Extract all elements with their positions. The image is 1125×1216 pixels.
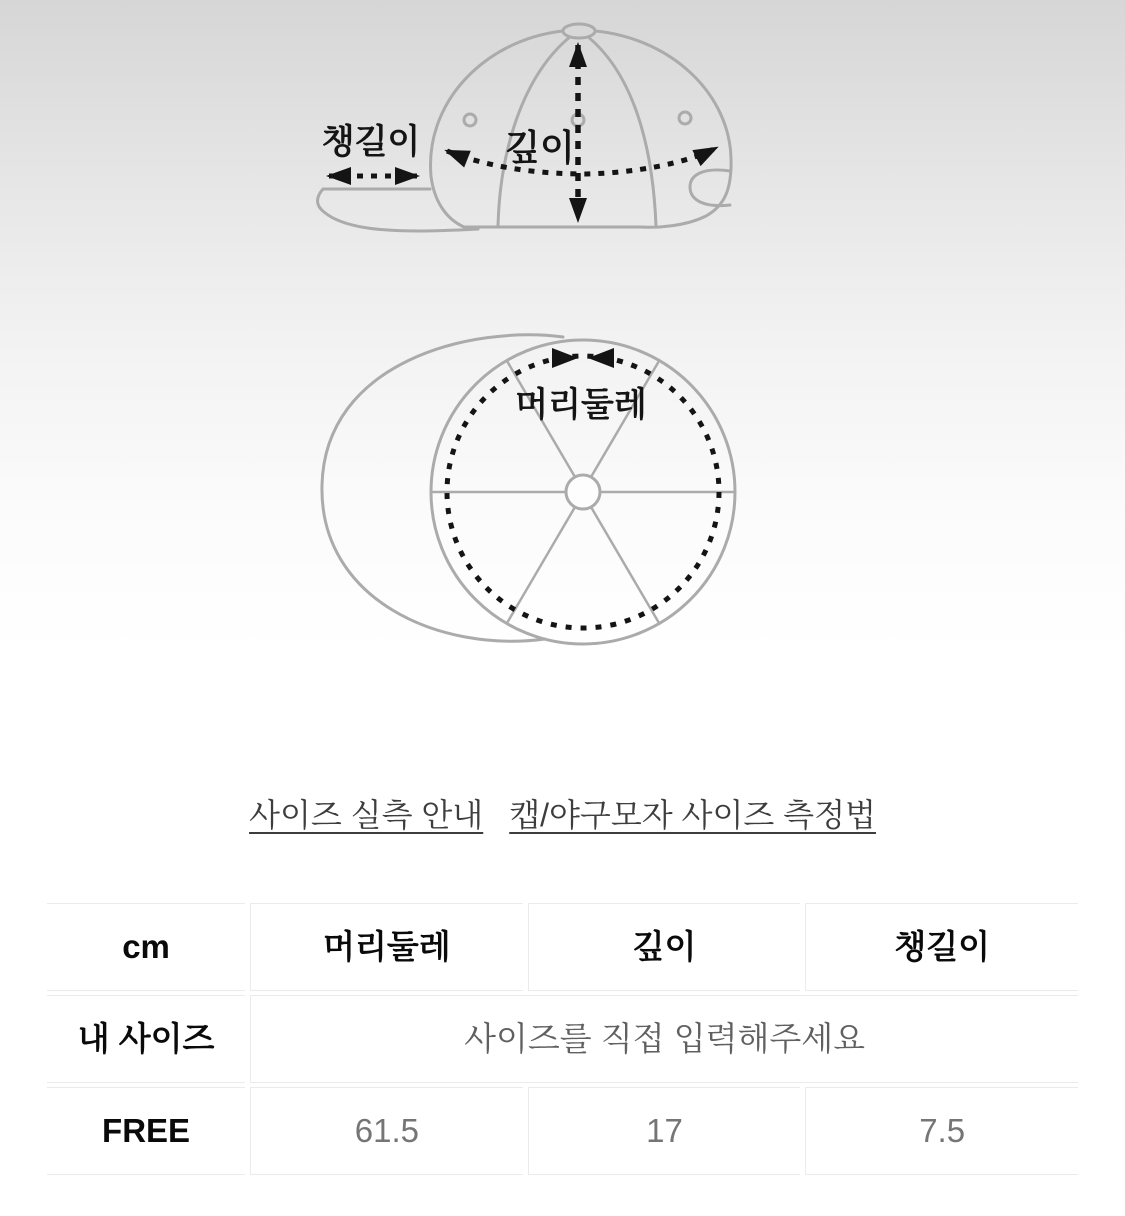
- size-guide-links: [0, 794, 1125, 837]
- cap-measure-method-link[interactable]: 캡/야구모자 사이즈 측정법: [509, 797, 876, 833]
- size-measure-guide-link[interactable]: 사이즈 실측 안내: [249, 797, 484, 833]
- my-size-row: [47, 995, 1078, 1083]
- column-header-circumference: 머리둘레: [250, 903, 523, 991]
- column-header-brim: 챙길이: [805, 903, 1078, 991]
- bottom-whitespace: [0, 1179, 1125, 1205]
- size-table-header-row: [47, 903, 1078, 991]
- depth-label: 깊이: [505, 127, 575, 168]
- circumference-arrowhead-left: [552, 348, 578, 368]
- my-size-label-cell: 내 사이즈: [47, 995, 245, 1083]
- brim-top-outline: [322, 335, 563, 641]
- cap-top-view: [322, 335, 735, 644]
- crown-center-button: [566, 475, 600, 509]
- head-circumference-label: 머리둘레: [515, 386, 647, 424]
- circumference-value-cell: 61.5: [250, 1087, 523, 1175]
- column-header-depth: 깊이: [528, 903, 801, 991]
- cap-eyelet-right: [679, 112, 691, 124]
- size-row-free: [47, 1087, 1078, 1175]
- cap-top-button: [563, 24, 595, 38]
- unit-header-cell: cm: [47, 903, 245, 991]
- size-table: [42, 899, 1083, 1179]
- cap-eyelet-left: [464, 114, 476, 126]
- depth-value-cell: 17: [528, 1087, 801, 1175]
- brim-length-label: 챙길이: [321, 123, 421, 161]
- cap-right-seam: [587, 36, 656, 226]
- size-label-cell: FREE: [47, 1087, 245, 1175]
- cap-brim-side: [318, 189, 479, 231]
- circumference-arrowhead-right: [588, 348, 614, 368]
- my-size-input-prompt[interactable]: 사이즈를 직접 입력해주세요: [250, 995, 1078, 1083]
- cap-crown-outline: [431, 30, 732, 227]
- brim-value-cell: 7.5: [805, 1087, 1078, 1175]
- circumference-side-arrow: [447, 148, 716, 174]
